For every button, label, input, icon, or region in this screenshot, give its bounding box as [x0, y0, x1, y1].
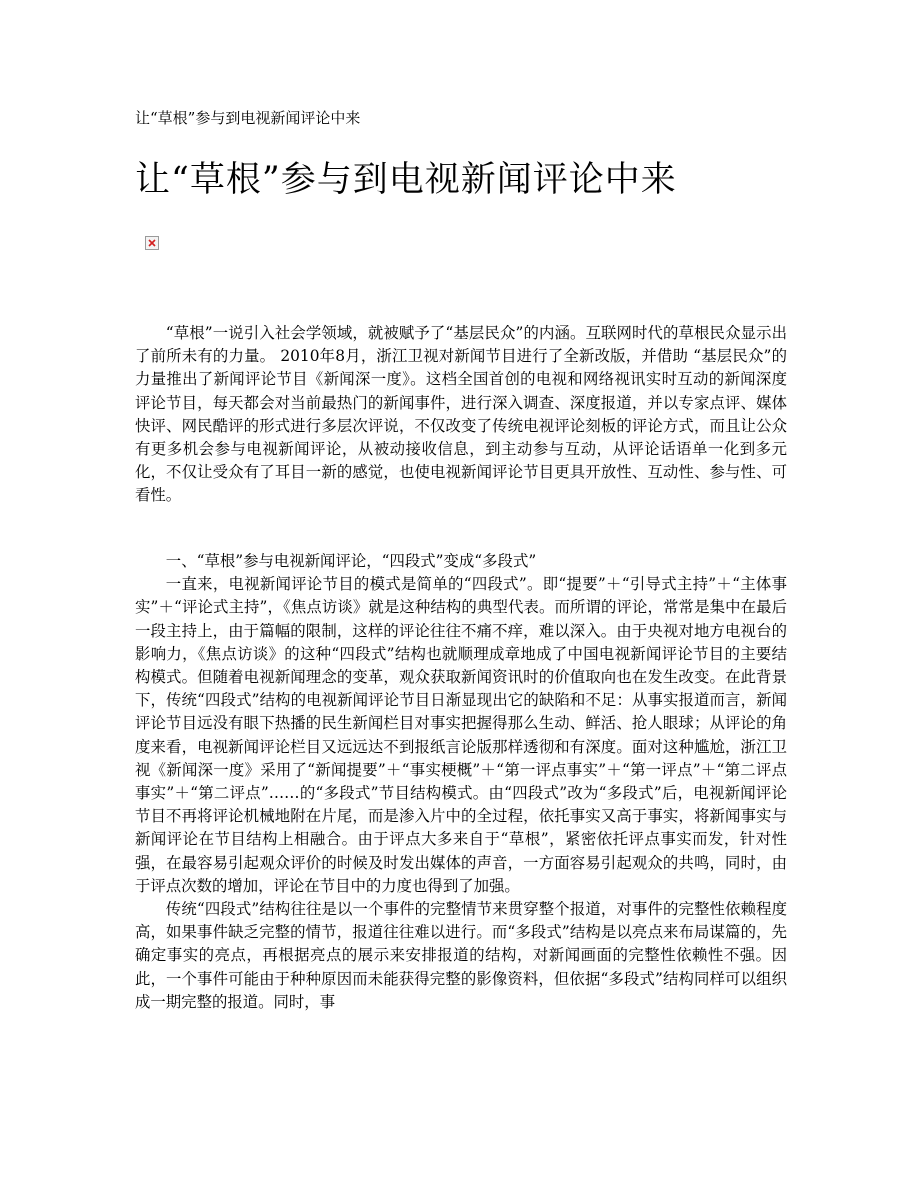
intro-paragraph: “草根”一说引入社会学领域，就被赋予了“基层民众”的内涵。互联网时代的草根民众显示出了前所未有的力量。 2010年8月，浙江卫视对新闻节目进行了全新改版，并借助 “基层民众”的力量推出了新闻评论节目《新闻深一度》。这档全国首创的电视和网络视讯实时互动的新闻深度评论节目，每天都会对当前最热门的新闻事件，进行深入调查、深度报道，并以专家点评、媒体快评、网民酷评的形式进行多层次评说，不仅改变了传统电视评论刻板的评论方式，而且让公众有更多机会参与电视新闻评论，从被动接收信息，到主动参与互动，从评论话语单一化到多元化，不仅让受众有了耳目一新的感觉，也使电视新闻评论节目更具开放性、互动性、参与性、可看性。	[135, 324, 787, 505]
running-header: 让“草根”参与到电视新闻评论中来	[135, 109, 361, 127]
body-paragraph: 一直来，电视新闻评论节目的模式是简单的“四段式”。即“提要”＋“引导式主持”＋“主体事实”＋“评论式主持”，《焦点访谈》就是这种结构的典型代表。而所谓的评论，常常是集中在最后一段主持上，由于篇幅的限制，这样的评论往往不痛不痒，难以深入。由于央视对地方电视台的影响力，《焦点访谈》的这种“四段式”结构也就顺理成章地成了中国电视新闻评论节目的主要结构模式。但随着电视新闻理念的变革，观众获取新闻资讯时的价值取向也在发生改变。在此背景下，传统“四段式”结构的电视新闻评论节目日渐显现出它的缺陷和不足：从事实报道而言，新闻评论节目远没有眼下热播的民生新闻栏目对事实把握得那么生动、鲜活、抢人眼球；从评论的角度来看，电视新闻评论栏目又远远达不到报纸言论版那样透彻和有深度。面对这种尴尬，浙江卫视《新闻深一度》采用了“新闻提要”＋“事实梗概”＋“第一评点事实”＋“第一评点”＋“第二评点事实”＋“第二评点”……的“多段式”节目结构模式。由“四段式”改为“多段式”后，电视新闻评论节目不再将评论机械地附在片尾，而是渗入片中的全过程，依托事实又高于事实，将新闻事实与新闻评论在节目结构上相融合。由于评点大多来自于“草根”，紧密依托评点事实而发，针对性强，在最容易引起观众评价的时候及时发出媒体的声音，一方面容易引起观众的共鸣，同时，由于评点次数的增加，评论在节目中的力度也得到了加强。	[135, 575, 787, 895]
section-one	[135, 550, 787, 1014]
document-title: 让“草根”参与到电视新闻评论中来	[135, 160, 677, 200]
broken-image-icon	[145, 236, 159, 250]
section-heading: 一、“草根”参与电视新闻评论，“四段式”变成“多段式”	[165, 552, 537, 570]
body-paragraph: 传统“四段式”结构往往是以一个事件的完整情节来贯穿整个报道，对事件的完整性依赖程度高，如果事件缺乏完整的情节，报道往往难以进行。而“多段式”结构是以亮点来布局谋篇的，先确定事实的亮点，再根据亮点的展示来安排报道的结构，对新闻画面的完整性依赖性不强。因此，一个事件可能由于种种原因而未能获得完整的影像资料，但依据“多段式”结构同样可以组织成一期完整的报道。同时，事	[135, 900, 787, 1011]
intro-section	[135, 322, 787, 508]
